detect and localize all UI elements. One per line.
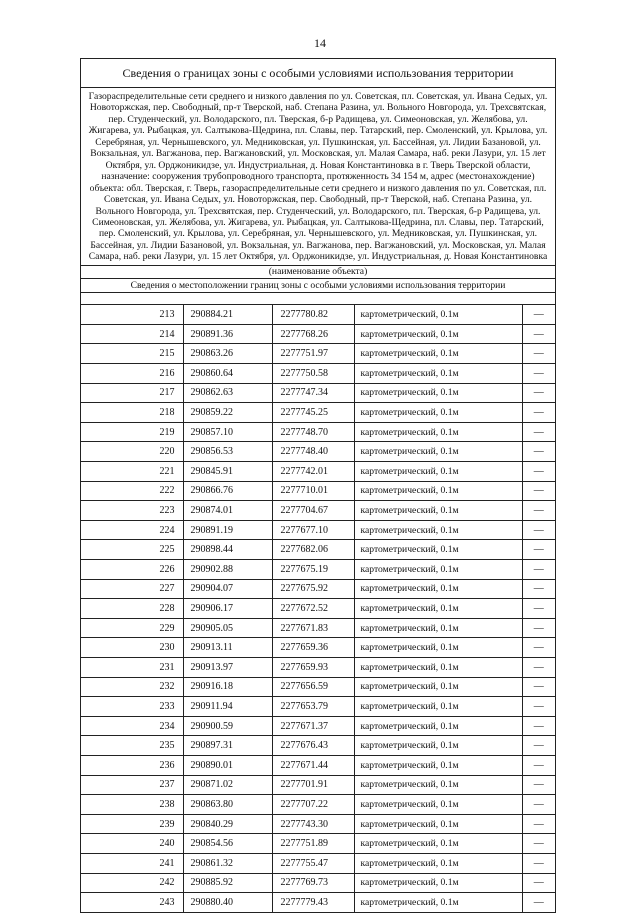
x-coordinate: 290898.44 — [183, 540, 272, 560]
x-coordinate: 290891.36 — [183, 324, 272, 344]
y-coordinate: 2277675.92 — [272, 579, 354, 599]
determination-method: картометрический, 0.1м — [354, 834, 522, 854]
x-coordinate: 290897.31 — [183, 736, 272, 756]
table-row — [81, 305, 555, 325]
error-cell: — — [522, 422, 555, 442]
y-coordinate: 2277751.89 — [272, 834, 354, 854]
error-cell: — — [522, 736, 555, 756]
table-row — [81, 755, 555, 775]
y-coordinate: 2277701.91 — [272, 775, 354, 795]
point-number: 239 — [81, 814, 183, 834]
x-coordinate: 290891.19 — [183, 520, 272, 540]
point-number: 234 — [81, 716, 183, 736]
x-coordinate: 290857.10 — [183, 422, 272, 442]
table-row — [81, 364, 555, 384]
y-coordinate: 2277682.06 — [272, 540, 354, 560]
x-coordinate: 290871.02 — [183, 775, 272, 795]
table-row — [81, 638, 555, 658]
page-number: 14 — [314, 36, 326, 50]
object-caption: (наименование объекта) — [81, 266, 555, 279]
error-cell: — — [522, 795, 555, 815]
error-cell: — — [522, 344, 555, 364]
error-cell: — — [522, 501, 555, 521]
table-row — [81, 657, 555, 677]
point-number: 233 — [81, 697, 183, 717]
determination-method: картометрический, 0.1м — [354, 364, 522, 384]
y-coordinate: 2277755.47 — [272, 853, 354, 873]
point-number: 224 — [81, 520, 183, 540]
y-coordinate: 2277656.59 — [272, 677, 354, 697]
determination-method: картометрический, 0.1м — [354, 501, 522, 521]
x-coordinate: 290856.53 — [183, 442, 272, 462]
x-coordinate: 290880.40 — [183, 893, 272, 913]
y-coordinate: 2277745.25 — [272, 403, 354, 423]
error-cell: — — [522, 305, 555, 325]
error-cell: — — [522, 403, 555, 423]
point-number: 238 — [81, 795, 183, 815]
determination-method: картометрический, 0.1м — [354, 324, 522, 344]
determination-method: картометрический, 0.1м — [354, 481, 522, 501]
error-cell: — — [522, 716, 555, 736]
x-coordinate: 290863.26 — [183, 344, 272, 364]
point-number: 223 — [81, 501, 183, 521]
point-number: 214 — [81, 324, 183, 344]
y-coordinate: 2277671.44 — [272, 755, 354, 775]
error-cell: — — [522, 677, 555, 697]
y-coordinate: 2277675.19 — [272, 560, 354, 580]
determination-method: картометрический, 0.1м — [354, 814, 522, 834]
x-coordinate: 290840.29 — [183, 814, 272, 834]
table-row — [81, 462, 555, 482]
x-coordinate: 290904.07 — [183, 579, 272, 599]
y-coordinate: 2277743.30 — [272, 814, 354, 834]
determination-method: картометрический, 0.1м — [354, 579, 522, 599]
x-coordinate: 290890.01 — [183, 755, 272, 775]
point-number: 225 — [81, 540, 183, 560]
y-coordinate: 2277659.93 — [272, 657, 354, 677]
determination-method: картометрический, 0.1м — [354, 344, 522, 364]
point-number: 215 — [81, 344, 183, 364]
x-coordinate: 290866.76 — [183, 481, 272, 501]
x-coordinate: 290874.01 — [183, 501, 272, 521]
determination-method: картометрический, 0.1м — [354, 716, 522, 736]
table-row — [81, 618, 555, 638]
error-cell: — — [522, 364, 555, 384]
error-cell: — — [522, 775, 555, 795]
table-row — [81, 501, 555, 521]
point-number: 218 — [81, 403, 183, 423]
y-coordinate: 2277672.52 — [272, 599, 354, 619]
determination-method: картометрический, 0.1м — [354, 657, 522, 677]
y-coordinate: 2277707.22 — [272, 795, 354, 815]
table-row — [81, 814, 555, 834]
point-number: 240 — [81, 834, 183, 854]
x-coordinate: 290862.63 — [183, 383, 272, 403]
error-cell: — — [522, 540, 555, 560]
table-row — [81, 442, 555, 462]
x-coordinate: 290905.05 — [183, 618, 272, 638]
point-number: 236 — [81, 755, 183, 775]
table-row — [81, 795, 555, 815]
x-coordinate: 290885.92 — [183, 873, 272, 893]
determination-method: картометрический, 0.1м — [354, 677, 522, 697]
x-coordinate: 290859.22 — [183, 403, 272, 423]
x-coordinate: 290911.94 — [183, 697, 272, 717]
table-row — [81, 324, 555, 344]
y-coordinate: 2277747.34 — [272, 383, 354, 403]
y-coordinate: 2277780.82 — [272, 305, 354, 325]
point-number: 241 — [81, 853, 183, 873]
x-coordinate: 290906.17 — [183, 599, 272, 619]
object-description: Газораспределительные сети среднего и низкого давления по ул. Советская, пл. Советская, ул. Ивана Седых, ул. Новоторжская, пер. Свободный, пр-т Тверской, наб. Степана Разина, ул. Вольного Новгорода, ул. Трехсвятская, пер. Студенческий, ул. Володарского, пл. Тверская, б-р Радищева, ул. Симеоновская, ул. Желябова, ул. Жигарева, ул. Рыбацкая, ул. Салтыкова-Щедрина, пл. Славы, пер. Татарский, пер. Смоленский, ул. Крылова, ул. Серебряная, ул. Чернышевского, ул. Медниковская, ул. Пушкинская, ул. Бассейная, ул. Лидии Базановой, ул. Вокзальная, ул. Вагжанова, пер. Вагжановский, ул. Московская, ул. Малая Самара, наб. реки Лазури, ул. 15 лет Октября, ул. Орджоникидзе, ул. Индустриальная, д. Новая Константиновка в г. Тверь Тверской области, назначение: сооружения трубопроводного транспорта, протяженность 34 154 м, адрес (местонахождение) объекта: обл. Тверская, г. Тверь, газораспределительные сети среднего и низкого давления по ул. Советская, пл. Советская, ул. Ивана Седых, ул. Новоторжская, пер. Свободный, пр-т Тверской, наб. Степана Разина, ул. Вольного Новгорода, ул. Трехсвятская, пер. Студенческий, ул. Володарского, пл. Тверская, б-р Радищева, ул. Симеоновская, ул. Желябова, ул. Жигарева, ул. Рыбацкая, ул. Салтыкова-Щедрина, пл. Славы, пер. Татарский, пер. Смоленский, ул. Крылова, ул. Серебряная, ул. Чернышевского, ул. Медниковская, ул. Пушкинская, ул. Бассейная, ул. Лидии Базановой, ул. Вокзальная, ул. Вагжанова, пер. Вагжановский, ул. Московская, ул. Малая Самара, наб. реки Лазури, ул. 15 лет Октября, ул. Орджоникидзе, ул. Индустриальная, д. Новая Константиновка — [81, 88, 555, 266]
point-number: 227 — [81, 579, 183, 599]
y-coordinate: 2277653.79 — [272, 697, 354, 717]
y-coordinate: 2277742.01 — [272, 462, 354, 482]
x-coordinate: 290861.32 — [183, 853, 272, 873]
table-row — [81, 736, 555, 756]
error-cell: — — [522, 579, 555, 599]
y-coordinate: 2277750.58 — [272, 364, 354, 384]
error-cell: — — [522, 618, 555, 638]
determination-method: картометрический, 0.1м — [354, 893, 522, 913]
table-row — [81, 873, 555, 893]
table-row — [81, 599, 555, 619]
x-coordinate: 290845.91 — [183, 462, 272, 482]
point-number: 226 — [81, 560, 183, 580]
y-coordinate: 2277710.01 — [272, 481, 354, 501]
point-number: 237 — [81, 775, 183, 795]
error-cell: — — [522, 834, 555, 854]
error-cell: — — [522, 755, 555, 775]
y-coordinate: 2277768.26 — [272, 324, 354, 344]
form-title: Сведения о границах зоны с особыми условиями использования территории — [81, 59, 555, 88]
point-number: 220 — [81, 442, 183, 462]
point-number: 216 — [81, 364, 183, 384]
table-row — [81, 579, 555, 599]
error-cell: — — [522, 599, 555, 619]
y-coordinate: 2277659.36 — [272, 638, 354, 658]
point-number: 230 — [81, 638, 183, 658]
table-header-spacer — [81, 293, 555, 305]
determination-method: картометрический, 0.1м — [354, 599, 522, 619]
coordinates-table — [81, 305, 555, 912]
error-cell: — — [522, 481, 555, 501]
error-cell: — — [522, 853, 555, 873]
determination-method: картометрический, 0.1м — [354, 873, 522, 893]
x-coordinate: 290863.80 — [183, 795, 272, 815]
table-row — [81, 853, 555, 873]
table-row — [81, 481, 555, 501]
table-row — [81, 540, 555, 560]
x-coordinate: 290854.56 — [183, 834, 272, 854]
determination-method: картометрический, 0.1м — [354, 540, 522, 560]
determination-method: картометрический, 0.1м — [354, 755, 522, 775]
determination-method: картометрический, 0.1м — [354, 853, 522, 873]
table-row — [81, 677, 555, 697]
point-number: 228 — [81, 599, 183, 619]
determination-method: картометрический, 0.1м — [354, 462, 522, 482]
point-number: 222 — [81, 481, 183, 501]
point-number: 221 — [81, 462, 183, 482]
error-cell: — — [533, 897, 544, 909]
point-number: 243 — [81, 893, 183, 913]
error-cell: — — [522, 462, 555, 482]
table-row — [81, 422, 555, 442]
determination-method: картометрический, 0.1м — [354, 403, 522, 423]
determination-method: картометрический, 0.1м — [354, 305, 522, 325]
table-row — [81, 560, 555, 580]
x-coordinate: 290900.59 — [183, 716, 272, 736]
determination-method: картометрический, 0.1м — [354, 697, 522, 717]
table-row — [81, 344, 555, 364]
y-coordinate: 2277671.37 — [272, 716, 354, 736]
y-coordinate: 2277677.10 — [272, 520, 354, 540]
point-number: 219 — [81, 422, 183, 442]
determination-method: картометрический, 0.1м — [354, 442, 522, 462]
determination-method: картометрический, 0.1м — [354, 422, 522, 442]
x-coordinate: 290884.21 — [183, 305, 272, 325]
determination-method: картометрический, 0.1м — [354, 618, 522, 638]
x-coordinate: 290913.97 — [183, 657, 272, 677]
table-row — [81, 520, 555, 540]
table-row — [81, 716, 555, 736]
error-cell: — — [522, 520, 555, 540]
point-number: 229 — [81, 618, 183, 638]
location-subtitle: Сведения о местоположении границ зоны с особыми условиями использования территории — [81, 279, 555, 293]
x-coordinate: 290860.64 — [183, 364, 272, 384]
determination-method: картометрический, 0.1м — [354, 383, 522, 403]
error-cell: — — [522, 873, 555, 893]
x-coordinate: 290913.11 — [183, 638, 272, 658]
table-row — [81, 834, 555, 854]
point-number: 235 — [81, 736, 183, 756]
error-cell: — — [522, 697, 555, 717]
point-number: 231 — [81, 657, 183, 677]
y-coordinate: 2277676.43 — [272, 736, 354, 756]
y-coordinate: 2277704.67 — [272, 501, 354, 521]
error-cell: — — [522, 324, 555, 344]
y-coordinate: 2277751.97 — [272, 344, 354, 364]
error-cell: — — [522, 383, 555, 403]
determination-method: картометрический, 0.1м — [354, 560, 522, 580]
table-row — [81, 383, 555, 403]
point-number: 242 — [81, 873, 183, 893]
y-coordinate: 2277779.43 — [272, 893, 354, 913]
point-number: 217 — [81, 383, 183, 403]
y-coordinate: 2277748.40 — [272, 442, 354, 462]
error-cell: — — [522, 442, 555, 462]
x-coordinate: 290902.88 — [183, 560, 272, 580]
boundary-zone-form — [80, 58, 556, 913]
y-coordinate: 2277769.73 — [272, 873, 354, 893]
determination-method: картометрический, 0.1м — [354, 775, 522, 795]
error-cell: — — [522, 657, 555, 677]
x-coordinate: 290916.18 — [183, 677, 272, 697]
determination-method: картометрический, 0.1м — [354, 736, 522, 756]
y-coordinate: 2277671.83 — [272, 618, 354, 638]
point-number: 213 — [81, 305, 183, 325]
error-cell: — — [522, 814, 555, 834]
determination-method: картометрический, 0.1м — [354, 795, 522, 815]
table-row — [81, 775, 555, 795]
point-number: 232 — [81, 677, 183, 697]
determination-method: картометрический, 0.1м — [354, 638, 522, 658]
determination-method: картометрический, 0.1м — [354, 520, 522, 540]
table-row — [81, 697, 555, 717]
y-coordinate: 2277748.70 — [272, 422, 354, 442]
table-row — [81, 403, 555, 423]
error-cell: — — [522, 560, 555, 580]
error-cell: — — [522, 638, 555, 658]
table-row — [81, 893, 555, 913]
